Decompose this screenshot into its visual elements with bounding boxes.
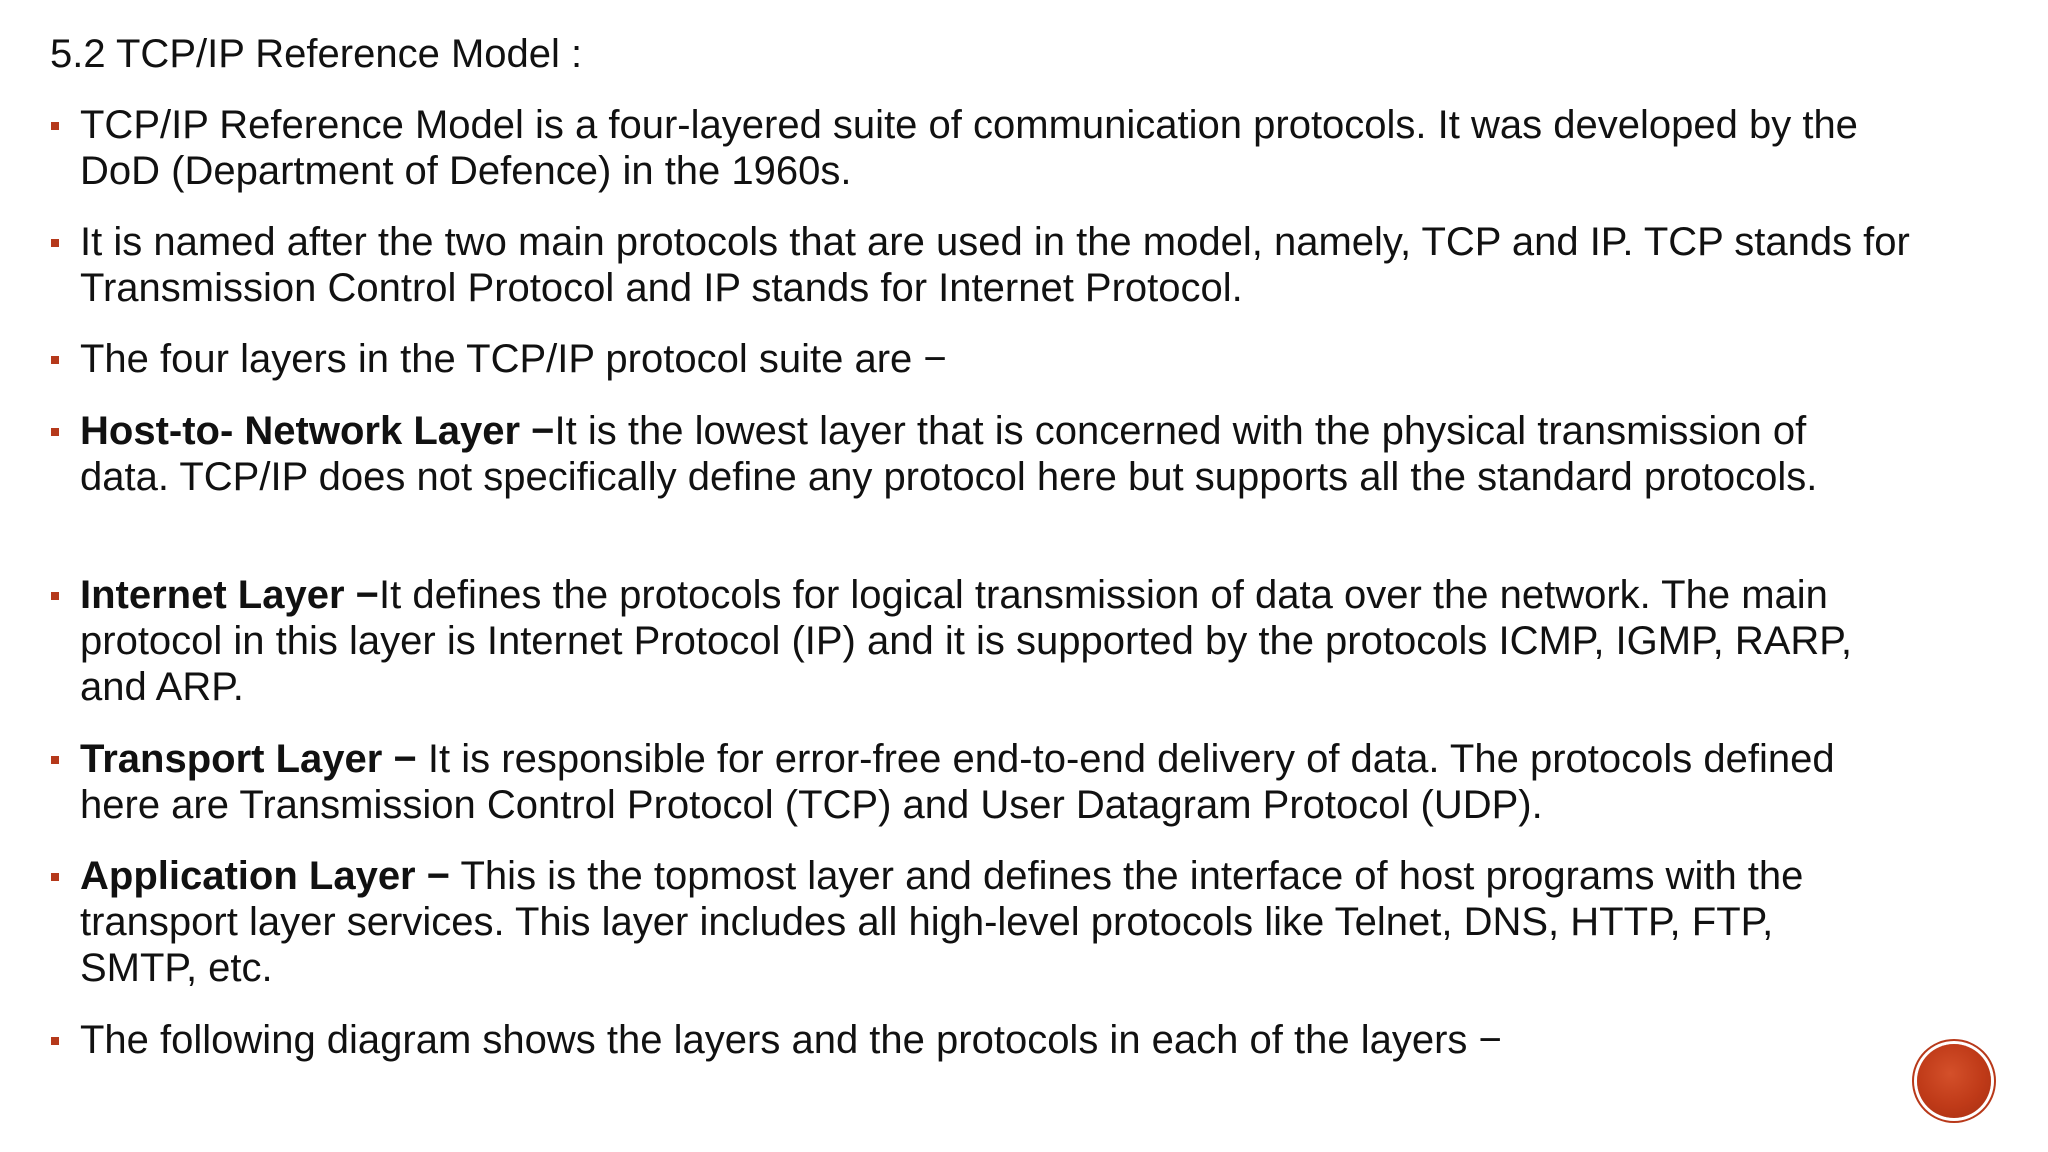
bullet-text: The four layers in the TCP/IP protocol suite are − (80, 337, 947, 381)
bullet-item (80, 219, 1930, 311)
bullet-item (80, 853, 1900, 991)
bullet-marker (51, 122, 59, 130)
bullet-marker (51, 356, 59, 364)
bullet-marker (51, 239, 59, 247)
bullet-term: Internet Layer − (80, 573, 380, 617)
bullet-text: It defines the protocols for logical transmission of data over the network. The main protocol in this layer is Internet Protocol (IP) and it is supported by the protocols ICMP, IGMP, RARP, and ARP. (80, 573, 1852, 709)
bullet-marker (51, 592, 59, 600)
bullet-marker (51, 428, 59, 436)
bullet-item (80, 336, 1980, 382)
bullet-text: It is named after the two main protocols that are used in the model, namely, TCP and IP. TCP stands for Transmission Control Protocol and IP stands for Internet Protocol. (80, 220, 1910, 310)
bullet-marker (51, 1037, 59, 1045)
bullet-text: This is the topmost layer and defines the interface of host programs with the transport layer services. This layer includes all high-level protocols like Telnet, DNS, HTTP, FTP, SMTP, etc. (80, 854, 1804, 990)
slide-number-badge (1917, 1044, 1991, 1118)
bullet-item (80, 736, 1880, 828)
bullet-text: The following diagram shows the layers and the protocols in each of the layers − (80, 1018, 1502, 1062)
slide-title: 5.2 TCP/IP Reference Model : (50, 32, 583, 76)
bullet-text: TCP/IP Reference Model is a four-layered suite of communication protocols. It was developed by the DoD (Department of Defence) in the 1960s. (80, 103, 1858, 193)
bullet-text: It is the lowest layer that is concerned with the physical transmission of data. TCP/IP does not specifically define any protocol here but supports all the standard protocols. (80, 409, 1818, 499)
bullet-term: Host-to- Network Layer − (80, 409, 555, 453)
bullet-marker (51, 756, 59, 764)
bullet-item (80, 102, 1920, 194)
bullet-term: Application Layer − (80, 854, 451, 898)
bullet-item (80, 572, 1910, 710)
bullet-marker (51, 873, 59, 881)
bullet-item (80, 408, 1880, 500)
bullet-term: Transport Layer − (80, 737, 417, 781)
bullet-item (80, 1017, 1980, 1063)
bullet-text: It is responsible for error-free end-to-end delivery of data. The protocols defined here are Transmission Control Protocol (TCP) and User Datagram Protocol (UDP). (80, 737, 1835, 827)
